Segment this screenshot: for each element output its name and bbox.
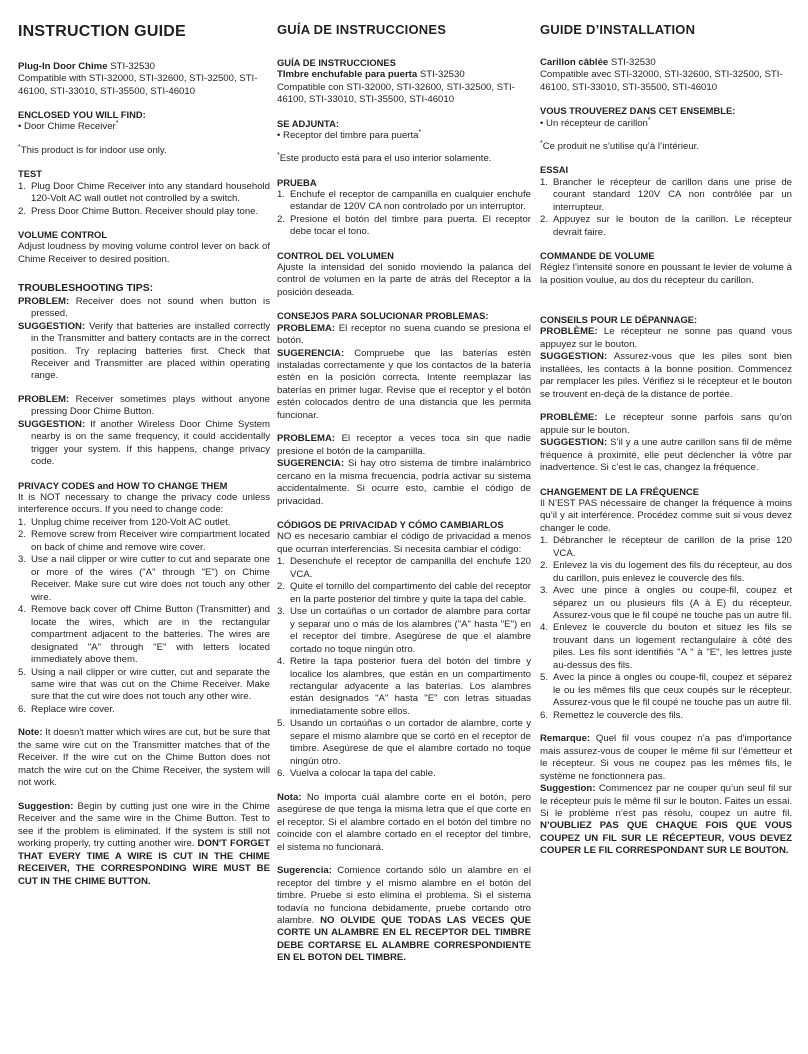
list-item: 2. Press Door Chime Button. Receiver should play tone. xyxy=(18,205,259,217)
enclosed-heading: VOUS TROUVEREZ DANS CET ENSEMBLE: xyxy=(540,105,736,117)
list-item: 1. Desenchufe el receptor de campanilla del enchufe 120 VCA. xyxy=(277,556,531,580)
test-steps xyxy=(18,181,270,218)
list-item: 2. Quite el tornillo del compartimento del cable del receptor en la parte posterior del timbre y quite la tapa del cable. xyxy=(277,581,531,605)
test-heading: PRUEBA xyxy=(277,176,317,188)
suggestion-2: SUGGESTION: If another Wireless Door Chime System nearby is on the same frequency, it could accidentally trigger your system. If this happens, change privacy code. xyxy=(18,418,270,468)
privacy-steps xyxy=(540,535,792,722)
list-item: 2. Enlevez la vis du logement des fils du récepteur, au dos du carillon, puis enlevez le couvercle des fils. xyxy=(540,560,792,584)
test-steps xyxy=(277,189,531,239)
enclosed-heading: ENCLOSED YOU WILL FIND: xyxy=(18,109,146,121)
product-name: Plug-In Door Chime xyxy=(18,60,108,72)
privacy-heading: PRIVACY CODES and HOW TO CHANGE THEM xyxy=(18,479,228,491)
indoor-note: This product is for indoor use only. xyxy=(20,144,167,156)
list-item: 3. Use un cortaúñas o un cortador de alambre para cortar y separar uno o más de los alambres ("A" hasta "E") en el receptor del timbre. Asegúrese de que el alambre cortado no toque ningún otro. xyxy=(277,606,531,655)
indoor-note: Este producto está para el uso interior solamente. xyxy=(279,153,492,165)
problem-2: PROBLEM: Receiver sometimes plays without anyone pressing Door Chime Button. xyxy=(18,393,270,418)
test-heading: TEST xyxy=(18,168,42,180)
list-item: 2. Remove screw from Receiver wire compartment located on back of chime and remove wire cover. xyxy=(18,529,270,553)
list-item: 1. Brancher le récepteur de carillon dans une prise de courant standard 120V CA non contrôlée par un interrupteur. xyxy=(540,176,792,213)
list-item: 6. Vuelva a colocar la tapa del cable. xyxy=(277,768,436,780)
list-item: 1. Enchufe el receptor de campanilla en cualquier enchufe estandar de 120V CA non controlado por un interruptor. xyxy=(277,188,531,213)
list-item: 4. Remove back cover off Chime Button (Transmitter) and locate the wires, which are in the rectangular compartment adjacent to the batteries. The wires are designated "A" through "E" with letters located immediately above them. xyxy=(18,604,270,666)
list-item: 5. Using a nail clipper or wire cutter, cut and separate the same wire that was cut on the Chime Receiver. Make sure that the cut wire does not touch any other wire. xyxy=(18,666,270,703)
product-sku: STI-32530 xyxy=(610,56,656,68)
spanish-column: GUÍA DE INSTRUCCIONES GUÍA DE INSTRUCCIONES TImbre enchufable para puerta STI-32530 Compatible con STI-32000, STI-32600, STI-32500, STI-46100, STI-33010, STI-35500, STI-46010 SE ADJUNTA: • Receptor del timbre para puerta* *Este producto está para el uso interior solamente. PRUEBA 1. Enchufe el receptor de campanilla en cualquier enchufe estandar de 120V CA non controlado por un interruptor. 2. Presione el botón del timbre para puerta. El receptor debe tocar el tono. CONTROL DEL VOLUMEN Ajuste la intensidad del sonido moviendo la palanca del control de volumen en la parte de atrás del Receptor a la posición deseada. CONSEJOS PARA SOLUCIONAR PROBLEMAS: PROBLEMA: El receptor no suena cuando se presiona el botón. SUGERENCIA: Compruebe que las baterías estén instaladas correctamente y que los contactos de la batería estén en la posición correcta. Intente reemplazar las baterías en primer lugar. Revise que el receptor y el botón estén colocados dentro de una distancia que les permita funcionar. PROBLEMA: El receptor a veces toca sin que nadie presione el botón de la campanilla. SUGERENCIA: Si hay otro sistema de timbre inalámbrico cercano en la misma frecuencia, podría activar su sistema accidentalmente. Si ocurre esto, cambie el código de privacidad. CÓDIGOS DE PRIVACIDAD Y CÓMO CAMBIARLOS NO es necesario cambiar el código de privacidad a menos que ocurran interferencias. Si necesita cambiar el código: 1. Desenchufe el receptor de campanilla del enchufe 120 VCA. 2. Quite el tornillo del compartimento del cable del receptor en la parte posterior del timbre y quite la tapa del cable. 3. Use un cortaúñas o un cortador de alambre para cortar y separar uno o más de los alambres ("A" hasta "E") en el receptor del timbre. Asegúrese de que el alambre cortado no toque ningún otro. 4. Retire la tapa posterior fuera del botón del timbre y localice los alambres, que están en un compartimento rectangular adyacente a las baterías. Los alambres están designados "A" hasta "E" con letras situadas inmediatamente sobre ellos. 5. Usando un cortaúñas o un cortador de alambre, corte y separe el mismo alambre que se cortó en el receptor de timbre. Asegúrese de que el alambre cortado no toque ningún otro. 6. Vuelva a colocar la tapa del cable. Nota: No importa cuál alambre corte en el botón, pero asegúrese de que tenga la misma letra que el que corte en el receptor. Si el alambre cortado en el botón del timbre no coincide con el alambre cortado en el receptor del timbre, el sistema no funcionará. Sugerencia: Comience cortando sólo un alambre en el receptor del timbre y el mismo alambre en el botón del timbre. Pruebe si esto elimina el problema. Si el sistema todavía no funciona debidamente, pruebe cortando otro alambre. NO OLVIDE QUE TODAS LAS VECES QUE CORTE UN ALAMBRE EN EL RECEPTOR DEL TIMBRE DEBE CORTARSE EL ALAMBRE CORRESPONDIENTE EN EL BOTON DEL TIMBRE. xyxy=(277,22,531,964)
problem-2: PROBLÈME: Le récepteur sonne parfois sans qu’on appuie sur le bouton. xyxy=(540,412,793,436)
page-title: INSTRUCTION GUIDE xyxy=(18,23,186,40)
problem-1: PROBLÈME: Le récepteur ne sonne pas quand vous appuyez sur le bouton. xyxy=(540,326,792,350)
volume-text: Réglez l’intensité sonore en poussant le levier de volume à la position voulue, au dos du récepteur du carillon. xyxy=(540,262,792,286)
troubleshooting-heading: TROUBLESHOOTING TIPS: xyxy=(18,283,154,295)
problem-1: PROBLEM: Receiver does not sound when button is pressed. xyxy=(18,295,270,320)
suggestion-2: SUGERENCIA: Si hay otro sistema de timbre inalámbrico cercano en la misma frecuencia, podría activar su sistema accidentalmente. Si ocurre esto, cambie el código de privacidad. xyxy=(277,458,531,507)
suggestion-paragraph: Suggestion: Begin by cutting just one wire in the Chime Receiver and the same wire in the Chime Button. Test to see if the problem is eliminated. If the system is still not working properly, try cutting another wire. DON'T FORGET THAT EVERY TIME A WIRE IS CUT IN THE CHIME RECEIVER, THE CORRESPONDING WIRE MUST BE CUT IN THE CHIME BUTTON. xyxy=(18,800,271,887)
list-item: 1. Plug Door Chime Receiver into any standard household 120-Volt AC wall outlet not controlled by a switch. xyxy=(18,180,270,205)
list-item: 1. Débrancher le récepteur de carillon de la prise 120 VCA. xyxy=(540,535,792,559)
volume-text: Ajuste la intensidad del sonido moviendo la palanca del control de volumen en la parte de atrás del Receptor a la posición deseada. xyxy=(277,261,531,298)
list-item: 2. Appuyez sur le bouton de la carillon. Le récepteur devrait faire. xyxy=(540,214,792,238)
suggestion-paragraph: Suggestion: Commencez par ne couper qu’un seul fil sur le récepteur puis le même fil sur le bouton. Faites un essai. Si le problème n’est pas résolu, coupez un autre fil. N’OUBLIEZ PAS QUE CHAQUE FOIS QUE VOUS COUPEZ UN FIL SUR LE RÉCEPTEUR, VOUS DEVEZ COUPER LE FIL CORRESPONDANT SUR LE BOUTON. xyxy=(540,783,792,857)
product-name: Carillon câblée xyxy=(540,56,609,68)
compatibility-text: Compatible con STI-32000, STI-32600, STI-32500, STI-46100, STI-33010, STI-35500, STI-46010 xyxy=(277,81,515,106)
privacy-intro: Il N’EST PAS nécessaire de changer la fréquence à moins qu’il y ait interférence. Procédez comme suit si vous devez changer le code. xyxy=(540,497,792,534)
enclosed-item: • Door Chime Receiver xyxy=(18,121,116,133)
list-item: 2. Presione el botón del timbre para puerta. El receptor debe tocar el tono. xyxy=(277,213,531,238)
suggestion-2: SUGGESTION: S’il y a une autre carillon sans fil de même fréquence à proximité, elle peut déclencher la vôtre par inadvertence. Si c’est le cas, changez la fréquence. xyxy=(540,437,793,474)
volume-heading: VOLUME CONTROL xyxy=(18,228,108,240)
product-sku: STI-32530 xyxy=(110,60,156,72)
privacy-steps xyxy=(277,556,531,780)
list-item: 4. Enlevez le couvercle du bouton et situez les fils se trouvant dans un logement rectangulaire à côté des piles. Les fils sont identifiés "A " à "E", les lettres juste au-dessus des fils. xyxy=(540,622,792,671)
privacy-steps xyxy=(18,517,270,717)
list-item: 4. Retire la tapa posterior fuera del botón del timbre y localice los alambres, que están en un compartimento rectangular adyacente a las baterías. Los alambres están designados "A" hasta "E" con letras situadas inmediatamente sobre ellos. xyxy=(277,656,531,717)
compatibility-text: Compatible with STI-32000, STI-32600, STI-32500, STI-46100, STI-33010, STI-35500, STI-46010 xyxy=(18,73,258,97)
list-item: 6. Replace wire cover. xyxy=(18,703,115,715)
troubleshooting-heading: CONSEJOS PARA SOLUCIONAR PROBLEMAS: xyxy=(277,310,489,322)
list-item: 3. Use a nail clipper or wire cutter to cut and separate one or more of the wires ("A" through "E") on Chime Receiver. Make sure cut wire does not touch any other wire. xyxy=(18,554,270,603)
note-paragraph: Remarque: Quel fil vous coupez n’a pas d’importance mais assurez-vous de couper le même fil sur l’émetteur et le récepteur. Si vous ne coupez pas les mêmes fils, le système ne fonctionnera pas. xyxy=(540,733,792,782)
compatibility-text: Compatible avec STI-32000, STI-32600, STI-32500, STI-46100, STI-33010, STI-35500, STI-46010 xyxy=(540,69,783,93)
suggestion-1: SUGGESTION: Verify that batteries are installed correctly in the Transmitter and battery contacts are in the correct position. Try replacing batteries first. Check that Receiver and Transmitter are placed within operating range. xyxy=(18,320,270,382)
volume-heading: COMMANDE DE VOLUME xyxy=(540,250,655,262)
privacy-intro: It is NOT necessary to change the privacy code unless interference occurs. If you need to change code: xyxy=(18,491,270,516)
volume-heading: CONTROL DEL VOLUMEN xyxy=(277,249,394,261)
enclosed-item: • Un récepteur de carillon xyxy=(540,117,648,129)
list-item: 5. Avec la pince à ongles ou coupe-fil, coupez et séparez le ou les mêmes fils que ceux coupés sur le récepteur. Assurez-vous que le fil coupé ne touche pas un autre fil. xyxy=(540,672,792,709)
spanish-sub-heading: GUÍA DE INSTRUCCIONES xyxy=(277,56,396,68)
french-title: GUIDE D’INSTALLATION xyxy=(540,22,696,37)
suggestion-1: SUGGESTION: Assurez-vous que les piles sont bien installées, les contacts à la bonne position. Commencez par remplacer les piles. Vérifiez si le récepteur et le bouton se trouvent en-deçà de la distance de portée. xyxy=(540,351,793,400)
test-steps xyxy=(540,177,792,239)
product-name: TImbre enchufable para puerta xyxy=(277,69,418,81)
suggestion-1: SUGERENCIA: Compruebe que las baterías estén instaladas correctamente y que los contactos de la batería estén en la posición correcta. Intente reemplazar las baterías en primer lugar. Revise que el receptor y el botón estén colocados dentro de una distancia que les permita funcionar. xyxy=(277,347,531,421)
spanish-title: GUÍA DE INSTRUCCIONES xyxy=(277,22,447,37)
list-item: 6. Remettez le couvercle des fils. xyxy=(540,709,684,721)
troubleshooting-heading: CONSEILS POUR LE DÉPANNAGE: xyxy=(540,314,698,326)
note-paragraph: Nota: No importa cuál alambre corte en el botón, pero asegúrese de que tenga la misma letra que el que corte en el receptor. Si el alambre cortado en el botón del timbre no coincide con el alambre cortado en el receptor del timbre, el sistema no funcionará. xyxy=(277,791,531,853)
list-item: 5. Usando un cortaúñas o un cortador de alambre, corte y separe el mismo alambre que se cortó en el receptor de timbre. Asegúrese de que el alambre cortado no toque ningún otro. xyxy=(277,718,531,767)
enclosed-item: • Receptor del timbre para puerta xyxy=(277,129,419,141)
problem-1: PROBLEMA: El receptor no suena cuando se presiona el botón. xyxy=(277,322,531,347)
indoor-note: Ce produit ne s’utilise qu’à l’intérieur. xyxy=(542,140,699,152)
volume-text: Adjust loudness by moving volume control lever on back of Chime Receiver to desired position. xyxy=(18,241,270,265)
list-item: 3. Avec une pince à ongles ou coupe-fil, coupez et séparez un ou plusieurs fils (A à E) du récepteur. Assurez-vous que le fil coupé ne touche pas un autre fil. xyxy=(540,585,792,621)
privacy-intro: NO es necesario cambiar el código de privacidad a menos que ocurran interferencias. Si necesita cambiar el código: xyxy=(277,531,531,555)
enclosed-heading: SE ADJUNTA: xyxy=(277,117,339,129)
product-sku: STI-32530 xyxy=(419,69,465,81)
test-heading: ESSAI xyxy=(540,164,569,176)
problem-2: PROBLEMA: El receptor a veces toca sin que nadie presione el botón de la campanilla. xyxy=(277,433,531,457)
french-column: GUIDE D’INSTALLATION Carillon câblée STI-32530 Compatible avec STI-32000, STI-32600, STI-32500, STI-46100, STI-33010, STI-35500, STI-46010 VOUS TROUVEREZ DANS CET ENSEMBLE: • Un récepteur de carillon* *Ce produit ne s’utilise qu’à l’intérieur. ESSAI 1. Brancher le récepteur de carillon dans une prise de courant standard 120V CA non contrôlée par un interrupteur. 2. Appuyez sur le bouton de la carillon. Le récepteur devrait faire. COMMANDE DE VOLUME Réglez l’intensité sonore en poussant le levier de volume à la position voulue, au dos du récepteur du carillon. CONSEILS POUR LE DÉPANNAGE: PROBLÈME: Le récepteur ne sonne pas quand vous appuyez sur le bouton. SUGGESTION: Assurez-vous que les piles sont bien installées, les contacts à la bonne position. Commencez par remplacer les piles. Vérifiez si le récepteur et le bouton se trouvent en-deçà de la distance de portée. PROBLÈME: Le récepteur sonne parfois sans qu’on appuie sur le bouton. SUGGESTION: S’il y a une autre carillon sans fil de même fréquence à proximité, elle peut déclencher la vôtre par inadvertence. Si c’est le cas, changez la fréquence. CHANGEMENT DE LA FRÉQUENCE Il N’EST PAS nécessaire de changer la fréquence à moins qu’il y ait interférence. Procédez comme suit si vous devez changer le code. 1. Débrancher le récepteur de carillon de la prise 120 VCA. 2. Enlevez la vis du logement des fils du récepteur, au dos du carillon, puis enlevez le couvercle des fils. 3. Avec une pince à ongles ou coupe-fil, coupez et séparez un ou plusieurs fils (A à E) du récepteur. Assurez-vous que le fil coupé ne touche pas un autre fil. 4. Enlevez le couvercle du bouton et situez les fils se trouvant dans un logement rectangulaire à côté des piles. Les fils sont identifiés "A " à "E", les lettres juste au-dessus des fils. 5. Avec la pince à ongles ou coupe-fil, coupez et séparez le ou les mêmes fils que ceux coupés sur le récepteur. Assurez-vous que le fil coupé ne touche pas un autre fil. 6. Remettez le couvercle des fils. Remarque: Quel fil vous coupez n’a pas d’importance mais assurez-vous de couper le même fil sur l’émetteur et le récepteur. Si vous ne coupez pas les mêmes fils, le système ne fonctionnera pas. Suggestion: Commencez par ne couper qu’un seul fil sur le récepteur puis le même fil sur le bouton. Faites un essai. Si le problème n’est pas résolu, coupez un autre fil. N’OUBLIEZ PAS QUE CHAQUE FOIS QUE VOUS COUPEZ UN FIL SUR LE RÉCEPTEUR, VOUS DEVEZ COUPER LE FIL CORRESPONDANT SUR LE BOUTON. xyxy=(540,22,793,857)
privacy-heading: CHANGEMENT DE LA FRÉQUENCE xyxy=(540,485,700,497)
privacy-heading: CÓDIGOS DE PRIVACIDAD Y CÓMO CAMBIARLOS xyxy=(277,519,504,531)
english-column: INSTRUCTION GUIDE Plug-In Door Chime STI-32530 Compatible with STI-32000, STI-32600, STI-32500, STI-46100, STI-33010, STI-35500, STI-46010 ENCLOSED YOU WILL FIND: • Door Chime Receiver* *This product is for indoor use only. TEST 1. Plug Door Chime Receiver into any standard household 120-Volt AC wall outlet not controlled by a switch. 2. Press Door Chime Button. Receiver should play tone. VOLUME CONTROL Adjust loudness by moving volume control lever on back of Chime Receiver to desired position. TROUBLESHOOTING TIPS: PROBLEM: Receiver does not sound when button is pressed. SUGGESTION: Verify that batteries are installed correctly in the Transmitter and battery contacts are in the correct position. Try replacing batteries first. Check that Receiver and Transmitter are placed within operating range. PROBLEM: Receiver sometimes plays without anyone pressing Door Chime Button. SUGGESTION: If another Wireless Door Chime System nearby is on the same frequency, it could accidentally trigger your system. If this happens, change privacy code. PRIVACY CODES and HOW TO CHANGE THEM It is NOT necessary to change the privacy code unless interference occurs. If you need to change code: 1. Unplug chime receiver from 120-Volt AC outlet. 2. Remove screw from Receiver wire compartment located on back of chime and remove wire cover. 3. Use a nail clipper or wire cutter to cut and separate one or more of the wires ("A" through "E") on Chime Receiver. Make sure cut wire does not touch any other wire. 4. Remove back cover off Chime Button (Transmitter) and locate the wires, which are in the rectangular compartment adjacent to the batteries. The wires are designated "A" through "E" with letters located immediately above them. 5. Using a nail clipper or wire cutter, cut and separate the same wire that was cut on the Chime Receiver. Make sure that the cut wire does not touch any other wire. 6. Replace wire cover. Note: It doesn't matter which wires are cut, but be sure that the same wire cut on the Transmitter matches that of the Receiver. If the wire cut on the Chime Button does not match the wire cut on the Chime Receiver, the system will not work. Suggestion: Begin by cutting just one wire in the Chime Receiver and the same wire in the Chime Button. Test to see if the problem is eliminated. If the system is still not working properly, try cutting another wire. DON'T FORGET THAT EVERY TIME A WIRE IS CUT IN THE CHIME RECEIVER, THE CORRESPONDING WIRE MUST BE CUT IN THE CHIME BUTTON. xyxy=(18,23,271,887)
note-paragraph: Note: It doesn't matter which wires are cut, but be sure that the same wire cut on the Transmitter matches that of the Receiver. If the wire cut on the Chime Button does not match the wire cut on the Chime Receiver, the system will not work. xyxy=(18,727,271,789)
suggestion-paragraph: Sugerencia: Comience cortando sólo un alambre en el receptor del timbre y el mismo alambre en el botón del timbre. Pruebe si esto elimina el problema. Si el sistema todavía no funciona debidamente, pruebe cortando otro alambre. NO OLVIDE QUE TODAS LAS VECES QUE CORTE UN ALAMBRE EN EL RECEPTOR DEL TIMBRE DEBE CORTARSE EL ALAMBRE CORRESPONDIENTE EN EL BOTON DEL TIMBRE. xyxy=(277,865,531,964)
list-item: 1. Unplug chime receiver from 120-Volt AC outlet. xyxy=(18,516,231,528)
